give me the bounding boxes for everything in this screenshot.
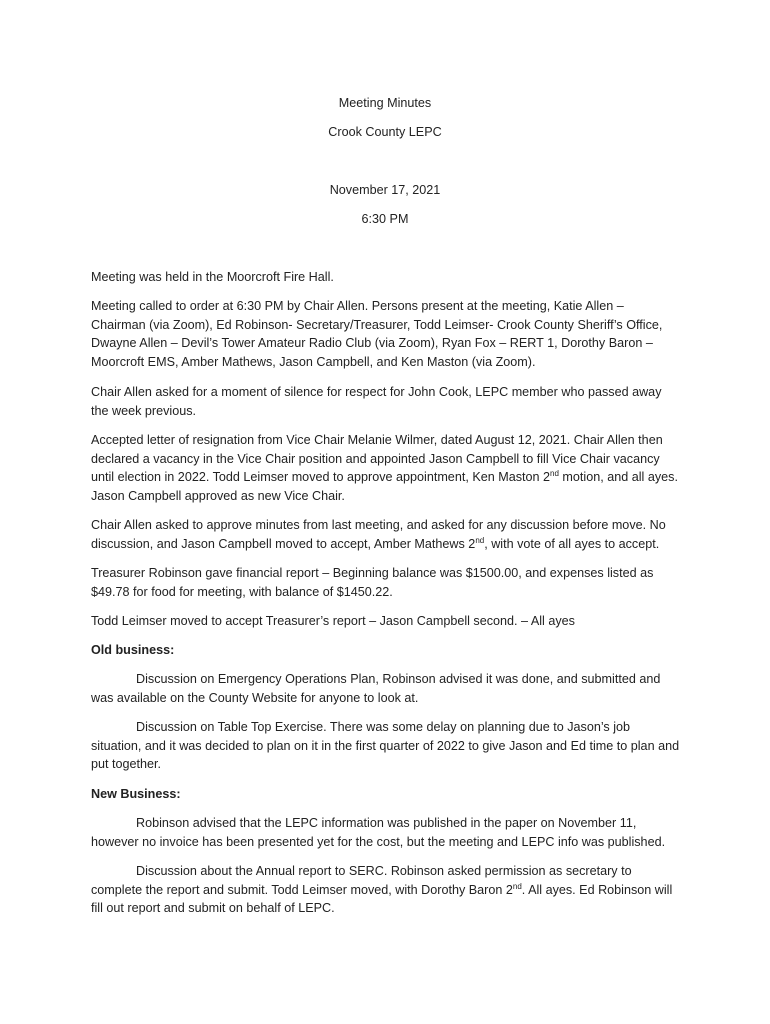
- serc-text-start: Discussion about the Annual report to SERC. Robinson asked permission as secretary to complete the report and submit. Todd Leimser moved, with Dorothy Baron 2: [91, 864, 632, 897]
- minutes-approval-paragraph: [91, 516, 681, 553]
- ordinal-suffix: nd: [475, 535, 485, 545]
- ordinal-suffix: nd: [512, 881, 522, 891]
- meeting-time: 6:30 PM: [361, 212, 409, 226]
- meeting-date: November 17, 2021: [329, 183, 441, 197]
- document-title: Meeting Minutes: [338, 96, 432, 110]
- new-business-item: Robinson advised that the LEPC information was published in the paper on November 11, however no invoice has been presented yet for the cost, but the meeting and LEPC info was published.: [91, 816, 666, 849]
- new-business-item: [91, 862, 681, 918]
- resignation-text-end: motion, and all ayes. Jason Campbell approved as new Vice Chair.: [91, 470, 678, 503]
- minutes-text-end: , with vote of all ayes to accept.: [484, 536, 660, 551]
- silence-paragraph: Chair Allen asked for a moment of silence for respect for John Cook, LEPC member who passed away the week previous.: [91, 385, 662, 418]
- financial-report-paragraph: Treasurer Robinson gave financial report – Beginning balance was $1500.00, and expenses listed as $49.78 for food for meeting, with balance of $1450.22.: [91, 566, 654, 599]
- organization-name: Crook County LEPC: [328, 125, 442, 139]
- minutes-text-start: Chair Allen asked to approve minutes from last meeting, and asked for any discussion before move. No discussion, and Jason Campbell moved to accept, Amber Mathews 2: [91, 518, 666, 551]
- resignation-paragraph: [91, 431, 681, 505]
- ordinal-suffix: nd: [550, 469, 559, 478]
- new-business-heading: New Business:: [91, 787, 181, 801]
- resignation-text-start: Accepted letter of resignation from Vice Chair Melanie Wilmer, dated August 12, 2021. Chair Allen then declared a vacancy in the Vice Chair position and appointed Jason Campbell to fill Vice Chair vacancy until election in 2022. Todd Leimser moved to approve appointment, Ken Maston 2: [91, 433, 663, 485]
- attendance-paragraph: Meeting called to order at 6:30 PM by Chair Allen. Persons present at the meeting, Katie Allen – Chairman (via Zoom), Ed Robinson- Secretary/Treasurer, Todd Leimser- Crook County Sheriff’s Office, Dwayne Allen – Devil’s Tower Amateur Radio Club (via Zoom), Ryan Fox – RERT 1, Dorothy Baron – Moorcroft EMS, Amber Mathews, Jason Campbell, and Ken Maston (via Zoom).: [91, 299, 663, 369]
- old-business-item: Discussion on Emergency Operations Plan, Robinson advised it was done, and submitted and was available on the County Website for anyone to look at.: [91, 672, 661, 705]
- serc-text-end: . All ayes. Ed Robinson will fill out report and submit on behalf of LEPC.: [91, 882, 673, 916]
- treasurer-report-paragraph: Todd Leimser moved to accept Treasurer’s report – Jason Campbell second. – All ayes: [91, 614, 575, 628]
- location-paragraph: Meeting was held in the Moorcroft Fire Hall.: [91, 270, 334, 284]
- old-business-item: Discussion on Table Top Exercise. There was some delay on planning due to Jason’s job situation, and it was decided to plan on it in the first quarter of 2022 to give Jason and Ed time to plan and put together.: [91, 720, 680, 772]
- old-business-heading: Old business:: [91, 643, 175, 657]
